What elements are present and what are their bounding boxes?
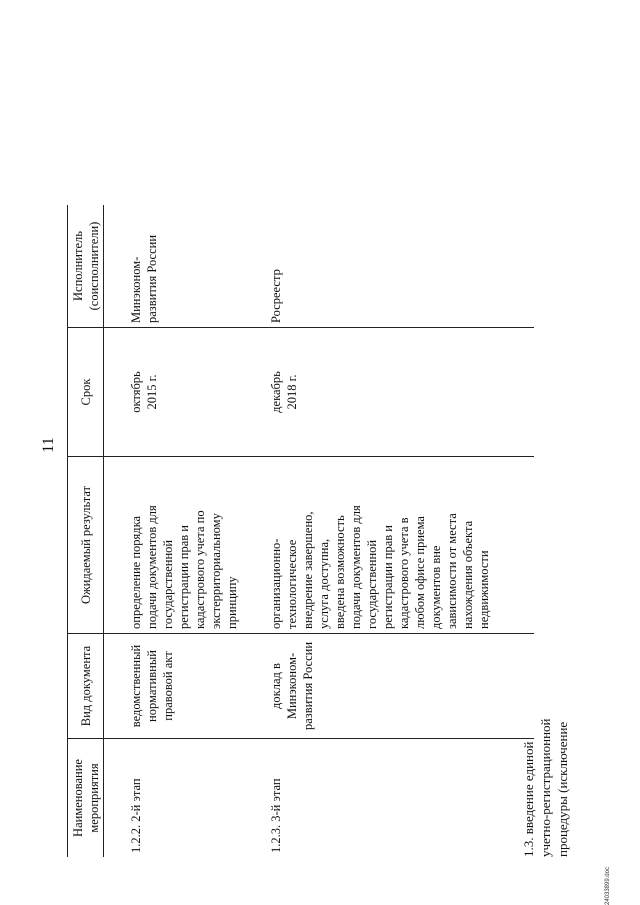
measures-table — [67, 205, 534, 857]
row-expected-result: организационно- технологическое внедрение завершено, услуга доступна, введена возможность подачи документов для государственной регистрации прав и кадастрового учета в любом офисе приема документов вне зависимости от места нахождения объекта недвижимости — [244, 457, 534, 634]
row-measure-name: 1.2.3. 3-й этап — [268, 778, 283, 853]
header-measure-name: Наименование мероприятия — [68, 739, 104, 858]
table-row — [244, 205, 534, 857]
row-doc-type: доклад в Минэконом- развития России — [244, 634, 534, 739]
row-executor: Росреестр — [244, 205, 534, 328]
row-term: октябрь 2015 г. — [104, 328, 244, 457]
row-term: декабрь 2018 г. — [244, 328, 534, 457]
document-code: 24033899.doc — [605, 866, 611, 905]
page-number: 11 — [40, 437, 57, 453]
row-executor: Минэконом- развития России — [104, 205, 244, 328]
header-doc-type: Вид документа — [68, 634, 104, 739]
row-measure-name: 1.2.2. 2-й этап — [129, 778, 143, 853]
header-expected-result: Ожидаемый результат — [68, 457, 104, 634]
header-executor: Исполнитель (соисполнители) — [68, 205, 104, 328]
table-header-row — [68, 205, 104, 857]
row-expected-result: определение порядка подачи документов для государственной регистрации прав и кадастрового учета по экстерриториальному принципу — [104, 457, 244, 634]
header-term: Срок — [68, 328, 104, 457]
row-doc-type: ведомственный нормативный правовой акт — [104, 634, 244, 739]
table-row — [104, 205, 244, 857]
section-heading: 1.3. введение единой учетно-регистрационной процедуры (исключение — [521, 718, 570, 857]
